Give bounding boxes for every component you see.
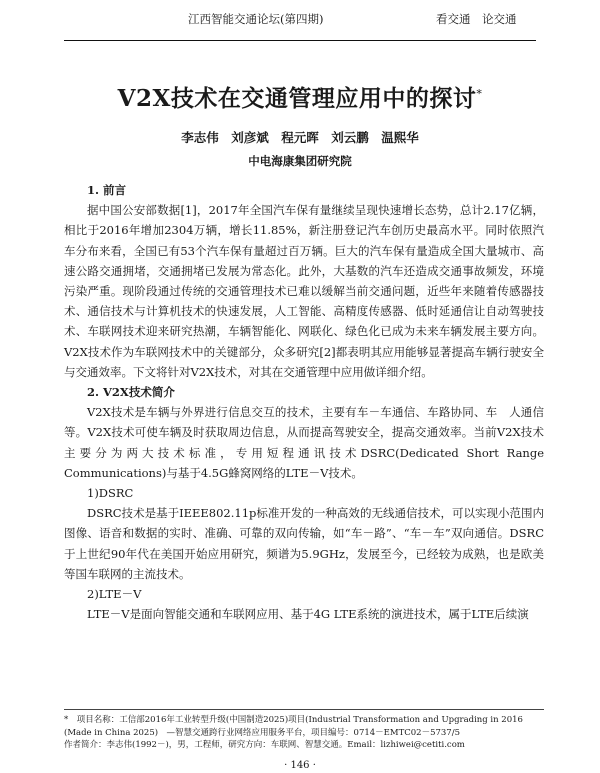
footnote-line: * 项目名称：工信部2016年工业转型升级(中国制造2025)项目(Industrial Transformation and Upgrading in 2016 <box>64 715 523 725</box>
paragraph-v2x: V2X技术是车辆与外界进行信息交互的技术，主要有车－车通信、车路协同、车 人通信等。V2X技术可使车辆及时获取周边信息，从而提高驾驶安全，提高交通效率。当前V2X技术主要分为两大技术标准，专用短程通讯技术DSRC(Dedicated Short Range Communications)与基于4.5G蜂窝网络的LTE－V技术。 <box>64 405 544 480</box>
article-title-text: V2X技术在交通管理应用中的探讨 <box>117 85 477 112</box>
author-list: 李志伟 刘彦斌 程元晖 刘云鹏 温熙华 <box>181 130 419 145</box>
section-heading-v2x: 2. V2X技术简介 <box>87 385 175 400</box>
footnote-line: (Made in China 2025) —智慧交通跨行业网络应用服务平台，项目编号：0714－EMTC02－5737/5 <box>64 727 460 738</box>
title-footnote-mark: * <box>476 87 483 101</box>
subsection-heading-dsrc: 1)DSRC <box>87 486 134 501</box>
footnote <box>64 709 544 752</box>
subsection-heading-ltev: 2)LTE－V <box>87 587 142 602</box>
running-header <box>64 0 536 41</box>
paragraph-intro: 据中国公安部数据[1]，2017年全国汽车保有量继续呈现快速增长态势，总计2.17亿辆，相比于2016年增加2304万辆，增长11.85%，新注册登记汽车创历史最高水平。同时依照汽车分布来看，全国已有53个汽车保有量超过百万辆。巨大的汽车保有量造成全国大量城市、高速公路交通拥堵，交通拥堵已发展为常态化。此外，大基数的汽车还造成交通事故频发，环境污染严重。现阶段通过传统的交通管理技术已难以缓解当前交通问题，近些年来随着传感器技术、通信技术与计算机技术的快速发展，人工智能、高精度传感器、低时延通信让自动驾驶技术、车联网技术迎来研究热潮，车辆智能化、网联化、绿色化已成为未来车辆发展主要方向。V2X技术作为车联网技术中的关键部分，众多研究[2]都表明其应用能够显著提高车辆行驶安全与交通效率。下文将针对V2X技术，对其在交通管理中应用做详细介绍。 <box>64 203 544 379</box>
journal-name: 江西智能交通论坛(第四期) <box>188 12 324 26</box>
column-name: 看交通 论交通 <box>436 12 517 26</box>
paragraph-dsrc: DSRC技术是基于IEEE802.11p标准开发的一种高效的无线通信技术，可以实现小范围内图像、语音和数据的实时、准确、可靠的双向传输，如“车－路”、“车－车”双向通信。DSRC于上世纪90年代在美国开始应用研究，频谱为5.9GHz，发展至今，已经较为成熟，也是欧美等国车联网的主流技术。 <box>64 506 544 581</box>
article-title <box>0 80 600 113</box>
section-heading-intro: 1. 前言 <box>87 183 127 197</box>
page-number: · 146 · <box>284 760 316 771</box>
article-body <box>64 180 544 624</box>
affiliation: 中电海康集团研究院 <box>248 154 352 168</box>
footnote-line: 作者简介：李志伟(1992－)，男，工程师，研究方向：车联网、智慧交通。Email：lizhiwei@cetiti.com <box>64 740 465 750</box>
paragraph-ltev: LTE－V是面向智能交通和车联网应用、基于4G LTE系统的演进技术，属于LTE后续演 <box>87 607 529 622</box>
